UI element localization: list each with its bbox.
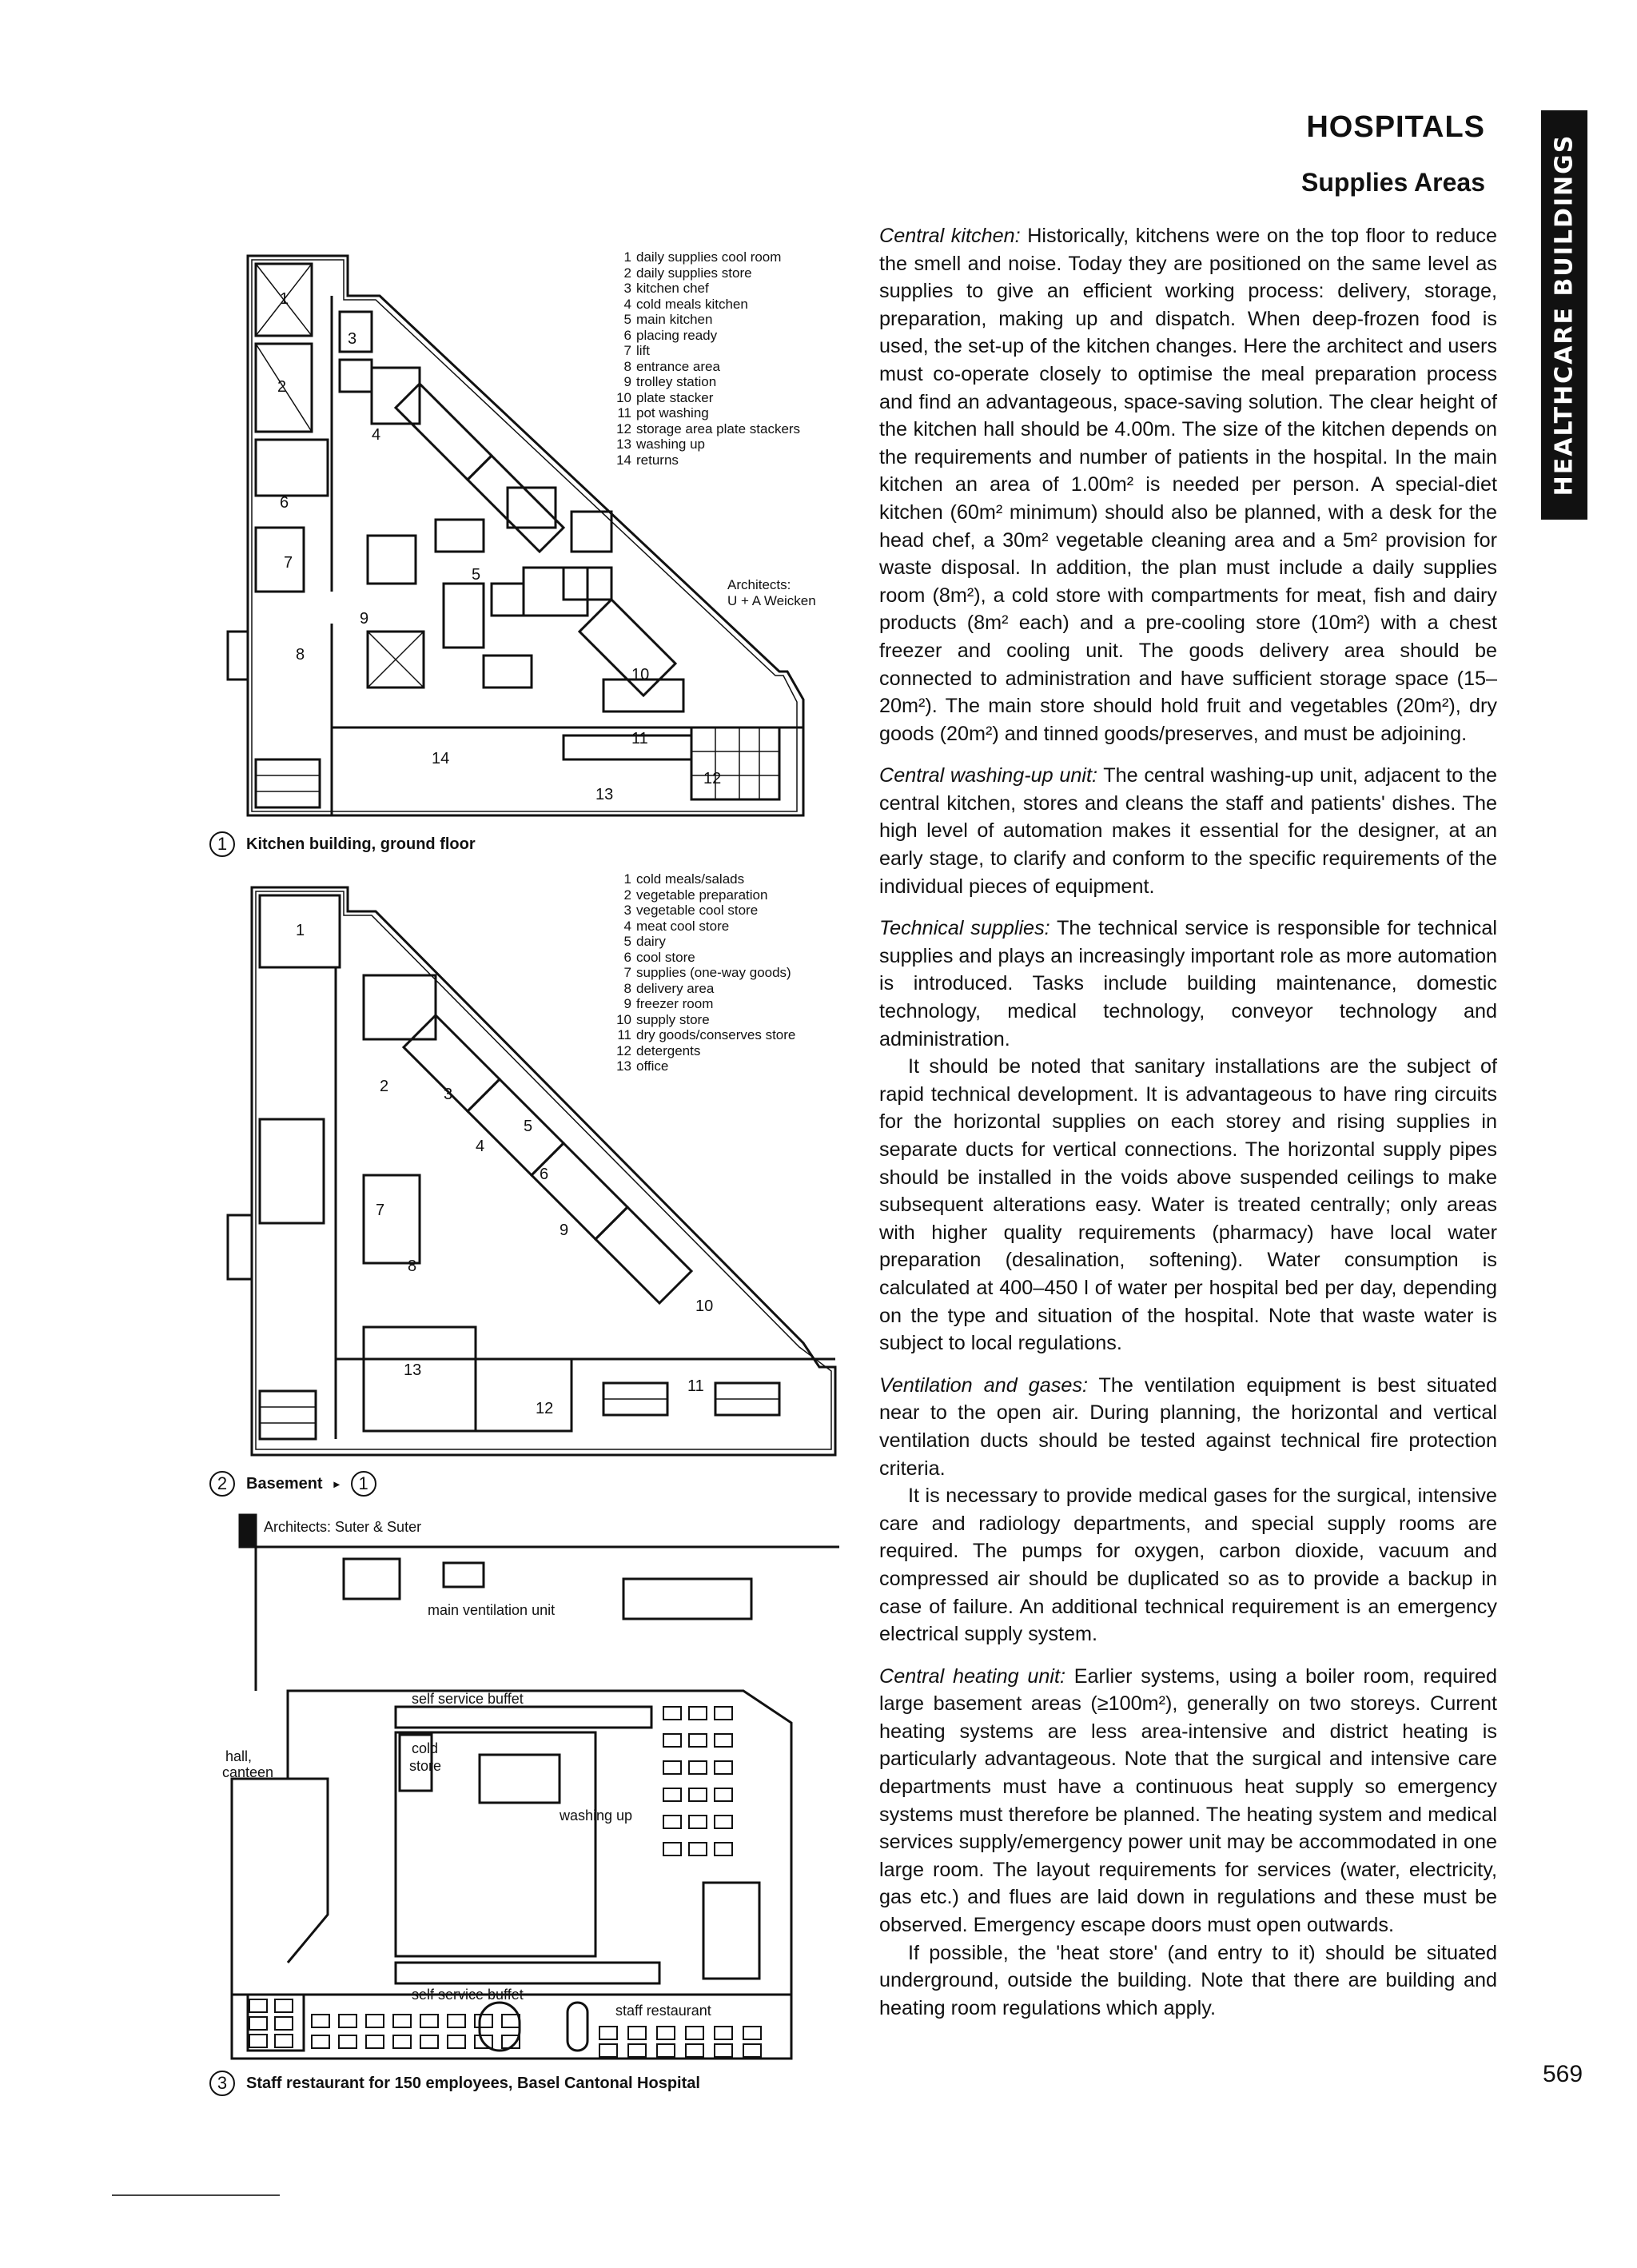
table bbox=[686, 2027, 703, 2039]
svg-text:7: 7 bbox=[376, 1202, 385, 1219]
legend-item: 8 delivery area bbox=[623, 980, 715, 996]
svg-text:12: 12 bbox=[536, 1400, 554, 1417]
page-number: 569 bbox=[1543, 2061, 1583, 2087]
table bbox=[715, 1707, 732, 1720]
staff-restaurant-drawing bbox=[222, 1515, 839, 2075]
table bbox=[657, 2044, 675, 2057]
table bbox=[715, 1788, 732, 1801]
legend-item: 13 washing up bbox=[616, 436, 706, 452]
paragraph: If possible, the 'heat store' (and entry to it) should be situated underground, outside the building. Note that there are building and heating room regulations which apply. bbox=[879, 1941, 1497, 2019]
table bbox=[275, 1999, 293, 2012]
legend-item: 10 supply store bbox=[616, 1011, 710, 1027]
paragraph: Central heating unit: Earlier systems, using a boiler room, required large basement areas (≥100m²), generally on two storeys. Current heating systems are less area-intensive and district heating is particularly advantageous. Note that the surgical and intensive care departments must have a continuous heat supply so emergency systems must therefore be planned. The heating system and medical services supply/emergency power unit may be accommodated in one large room. The layout requirements for services (water, electricity, gas etc.) and flues are laid down in regulations and these must be observed. Emergency escape doors must open outwards. bbox=[879, 1664, 1498, 1937]
table bbox=[663, 1788, 681, 1801]
table bbox=[249, 2035, 267, 2047]
legend-item: 13 office bbox=[616, 1058, 669, 1074]
room-12: 12 bbox=[703, 770, 722, 787]
legend-item: 5 main kitchen bbox=[623, 312, 713, 327]
table bbox=[743, 2044, 761, 2057]
room-4: 4 bbox=[372, 426, 381, 444]
svg-text:11: 11 bbox=[687, 1377, 704, 1395]
room-14: 14 bbox=[432, 750, 450, 767]
svg-text:3: 3 bbox=[444, 1086, 453, 1103]
room-1: 1 bbox=[280, 290, 289, 308]
room-11: 11 bbox=[631, 730, 648, 747]
table bbox=[448, 2035, 465, 2048]
room-9: 9 bbox=[360, 610, 369, 628]
svg-text:10: 10 bbox=[695, 1297, 714, 1315]
legend-item: 7 lift bbox=[623, 343, 650, 358]
room-10: 10 bbox=[631, 666, 650, 684]
room-13: 13 bbox=[595, 786, 614, 803]
figure-number: 3 bbox=[209, 2071, 235, 2096]
legend-item: 9 freezer room bbox=[623, 996, 714, 1011]
legend-item: 2 vegetable preparation bbox=[623, 887, 768, 903]
label-self-service-top: self service buffet bbox=[412, 1691, 524, 1707]
table bbox=[393, 2035, 411, 2048]
table bbox=[657, 2027, 675, 2039]
legend-item: 12 storage area plate stackers bbox=[616, 421, 801, 436]
legend-item: 1 daily supplies cool room bbox=[623, 249, 782, 265]
figure-ref: 1 bbox=[351, 1471, 376, 1497]
table bbox=[715, 1843, 732, 1855]
table bbox=[663, 1734, 681, 1747]
legend-item: 3 vegetable cool store bbox=[623, 903, 759, 918]
figure-3-plan bbox=[222, 1515, 839, 2075]
figure-2-caption: 2 Basement ▸ 1 bbox=[209, 1471, 376, 1497]
room-2: 2 bbox=[277, 378, 287, 396]
legend-item: 12 detergents bbox=[616, 1042, 701, 1058]
section-subtitle: Supplies Areas bbox=[1300, 168, 1485, 197]
table bbox=[393, 2015, 411, 2027]
table bbox=[502, 2015, 520, 2027]
table bbox=[475, 2015, 492, 2027]
table bbox=[312, 2035, 329, 2048]
legend-item: 14 returns bbox=[616, 452, 679, 468]
figure-1-legend bbox=[607, 249, 800, 468]
table bbox=[628, 2044, 646, 2057]
table bbox=[366, 2035, 384, 2048]
table bbox=[689, 1761, 707, 1774]
svg-text:9: 9 bbox=[560, 1222, 569, 1239]
table bbox=[275, 2017, 293, 2030]
table bbox=[689, 1843, 707, 1855]
table bbox=[628, 2027, 646, 2039]
figure-1-architects: Architects: U + A Weicken bbox=[727, 577, 816, 608]
table bbox=[689, 1734, 707, 1747]
svg-text:13: 13 bbox=[404, 1361, 422, 1379]
table bbox=[743, 2027, 761, 2039]
table bbox=[420, 2035, 438, 2048]
figure-1-caption: 1 Kitchen building, ground floor bbox=[209, 831, 476, 857]
label-washing-up: washing up bbox=[560, 1808, 633, 1824]
label-cold-store-1: cold bbox=[412, 1740, 439, 1756]
legend-item: 7 supplies (one-way goods) bbox=[623, 965, 791, 980]
svg-text:5: 5 bbox=[524, 1118, 533, 1135]
svg-text:6: 6 bbox=[540, 1166, 549, 1183]
table bbox=[663, 1707, 681, 1720]
table bbox=[663, 1761, 681, 1774]
room-8: 8 bbox=[296, 646, 305, 664]
figure-2-legend bbox=[607, 871, 795, 1074]
legend-item: 6 cool store bbox=[623, 949, 695, 965]
table bbox=[715, 1761, 732, 1774]
legend-item: 3 kitchen chef bbox=[623, 281, 709, 296]
arrow-right-icon: ▸ bbox=[333, 1477, 340, 1490]
table bbox=[689, 1788, 707, 1801]
table bbox=[599, 2027, 617, 2039]
legend-item: 2 daily supplies store bbox=[623, 265, 752, 281]
paragraph: Technical supplies: The technical service is responsible for technical supplies and plays an increasingly important role as more automation is introduced. Tasks include building maintenance, domestic technology, medical technology, conveyor technology and administration. bbox=[879, 917, 1497, 1050]
table bbox=[366, 2015, 384, 2027]
paragraph: Central washing-up unit: The central washing-up unit, adjacent to the central kitchen, stores and cleans the staff and patients' dishes. The high level of automation makes it essential for the designer, at an early stage, to clarify and conform to the specific requirements of the individual pieces of equipment. bbox=[879, 764, 1498, 898]
legend-item: 6 placing ready bbox=[623, 327, 718, 343]
side-tab-label: HEALTHCARE BUILDINGS bbox=[1550, 134, 1579, 496]
table bbox=[339, 2035, 356, 2048]
paragraph: Central kitchen: Historically, kitchens were on the top floor to reduce the smell and noise. Today they are positioned on the same level as supplies to give an efficient working process: delivery, storage, preparation, making up and dispatch. When deep-frozen food is used, the set-up of the kitchen changes. Here the architect and users must co-operate closely to optimise the meal preparation process and find an advantageous, space-saving solution. The clear height of the kitchen hall should be 4.00m. The size of the kitchen depends on the requirements and number of patients in the hospital. In the main kitchen an area of 1.00m² is needed per person. A special-diet kitchen (60m² minimum) should also be planned, with a desk for the head chef, a 30m² vegetable cleaning area and a 5m² provision for waste disposal. In addition, the plan must include a daily supplies room (8m²), a cold store with compartments for meat, fish and dairy products (8m² each) and a pre-cooling store (10m²) with a chest freezer and cooling unit. The goods delivery area should be connected to administration and have sufficient storage space (15–20m²). The main store should hold fruit and vegetables (20m²), dry goods (20m²) and tinned goods/preserves, and must be adjoining. bbox=[879, 225, 1497, 745]
table bbox=[448, 2015, 465, 2027]
label-cold-store-2: store bbox=[409, 1758, 442, 1774]
legend-item: 1 cold meals/salads bbox=[623, 871, 745, 887]
table bbox=[686, 2044, 703, 2057]
label-canteen: canteen bbox=[222, 1764, 274, 1780]
footer-rule bbox=[112, 2194, 280, 2196]
paragraph: It should be noted that sanitary installations are the subject of rapid technical development. It is advantageous to have ring circuits for the horizontal supplies on each storey and rising supplies in separate ducts for vertical connections. The horizontal supply pipes should be installed in the voids above suspended ceilings to make subsequent alterations easy. Water is treated centrally; only areas with higher quality requirements (pharmacy) have local water preparation (desalination, softening). Water consumption is calculated at 400–450 l of water per hospital bed per day, depending on the type and situation of the hospital. Note that waste water is subject to local regulations. bbox=[879, 1055, 1497, 1355]
table bbox=[715, 1816, 732, 1828]
room-5: 5 bbox=[472, 566, 481, 584]
label-self-service-bottom: self service buffet bbox=[412, 1987, 524, 2003]
table bbox=[420, 2015, 438, 2027]
room-6: 6 bbox=[280, 494, 289, 512]
svg-text:4: 4 bbox=[476, 1138, 485, 1155]
legend-item: 8 entrance area bbox=[623, 358, 720, 374]
table bbox=[339, 2015, 356, 2027]
legend-item: 11 pot washing bbox=[617, 405, 709, 421]
table bbox=[689, 1816, 707, 1828]
table bbox=[312, 2015, 329, 2027]
figure-3-architects: Architects: Suter & Suter bbox=[264, 1519, 422, 1535]
table bbox=[715, 2027, 732, 2039]
label-staff-restaurant: staff restaurant bbox=[615, 2003, 711, 2019]
table bbox=[663, 1816, 681, 1828]
figure-number: 2 bbox=[209, 1471, 235, 1497]
svg-text:2: 2 bbox=[380, 1078, 389, 1095]
svg-text:8: 8 bbox=[408, 1258, 417, 1275]
table bbox=[715, 2044, 732, 2057]
legend-item: 10 plate stacker bbox=[616, 389, 714, 405]
svg-text:1: 1 bbox=[296, 922, 305, 939]
figure-number: 1 bbox=[209, 831, 235, 857]
room-3: 3 bbox=[348, 330, 357, 348]
side-tab bbox=[1541, 110, 1587, 520]
legend-item: 4 cold meals kitchen bbox=[623, 296, 748, 312]
paragraph: It is necessary to provide medical gases for the surgical, intensive care and radiology departments, and special supply rooms are required. The pumps for oxygen, carbon dioxide, vacuum and compressed air should be duplicated so as to provide a backup in case of failure. An additional technical requirement is an emergency electrical supply system. bbox=[879, 1485, 1497, 1646]
section-title: HOSPITALS bbox=[1306, 110, 1485, 144]
paragraph: Ventilation and gases: The ventilation equipment is best situated near to the open air. During planning, the horizontal and vertical ventilation ducts should be tested against technical fire protection criteria. bbox=[879, 1373, 1498, 1480]
table bbox=[249, 1999, 267, 2012]
table bbox=[275, 2035, 293, 2047]
table bbox=[249, 2017, 267, 2030]
legend-item: 5 dairy bbox=[623, 934, 666, 949]
legend-item: 4 meat cool store bbox=[623, 918, 730, 934]
table bbox=[663, 1843, 681, 1855]
room-7: 7 bbox=[284, 554, 293, 572]
table bbox=[599, 2044, 617, 2057]
legend-item: 11 dry goods/conserves store bbox=[617, 1027, 796, 1042]
label-hall: hall, bbox=[225, 1748, 253, 1764]
legend-item: 9 trolley station bbox=[623, 374, 717, 389]
table bbox=[689, 1707, 707, 1720]
body-text bbox=[879, 222, 1497, 2022]
label-main-ventilation: main ventilation unit bbox=[428, 1602, 556, 1618]
table bbox=[715, 1734, 732, 1747]
figure-3-caption: 3 Staff restaurant for 150 employees, Basel Cantonal Hospital bbox=[209, 2071, 700, 2096]
